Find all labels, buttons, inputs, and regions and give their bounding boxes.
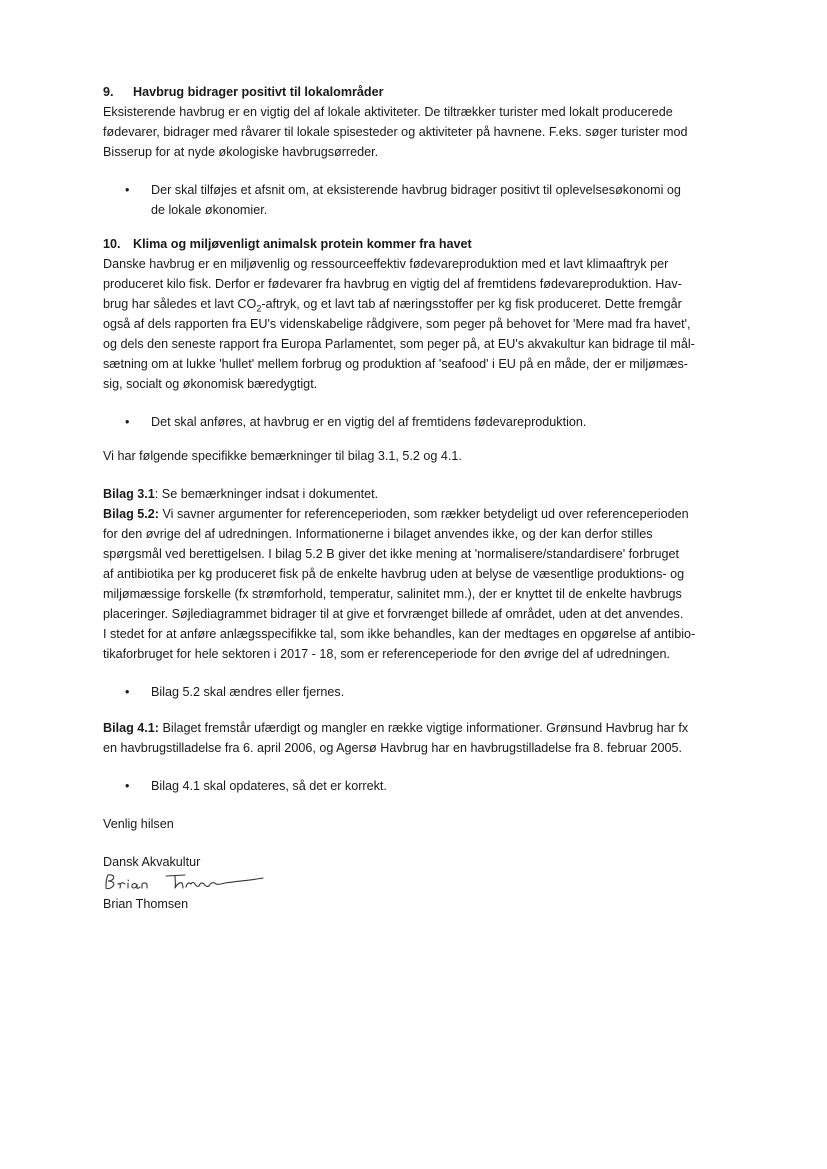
section-10-co2-pre: brug har således et lavt CO [103, 297, 257, 311]
bullet-dot: • [125, 685, 130, 699]
section-9-title: Havbrug bidrager positivt til lokalområder [133, 85, 384, 99]
bullet-dot: • [125, 415, 130, 429]
bilag-5-2-bullet-line: Bilag 5.2 skal ændres eller fjernes. [151, 685, 345, 699]
greeting: Venlig hilsen [103, 817, 174, 831]
section-9-number: 9. [103, 85, 114, 99]
section-10-number: 10. [103, 237, 121, 251]
bilag-5-2-first-line: Vi savner argumenter for referenceperioden, som rækker betydeligt ud over referenceperioden [159, 507, 689, 521]
handwritten-signature [103, 872, 273, 894]
bilag-3-1-paragraph [103, 484, 703, 664]
section-10-co2-post: -aftryk, og et lavt tab af næringsstoffer per kg fisk produceret. Dette fremgår [261, 297, 682, 311]
bilag-4-1-paragraph [103, 718, 703, 758]
bilag-5-2-bullet [103, 682, 703, 702]
section-9-bullet [103, 180, 703, 220]
bilag-4-1-line [103, 718, 703, 738]
section-9-line: Eksisterende havbrug er en vigtig del af lokale aktiviteter. De tiltrækker turister med lokalt producerede [103, 105, 673, 119]
bilag-5-2-line: af antibiotika per kg produceret fisk på de enkelte havbrug uden at belyse de væsentlige produktions- og [103, 567, 685, 581]
section-10-body [103, 254, 703, 394]
section-10-line: Danske havbrug er en miljøvenlig og ressourceeffektiv fødevareproduktion med et lavt klimaaftryk per [103, 257, 669, 271]
section-10-heading [103, 234, 703, 254]
section-10-title: Klima og miljøvenligt animalsk protein kommer fra havet [133, 237, 472, 251]
section-9-bullet-line: Der skal tilføjes et afsnit om, at eksisterende havbrug bidrager positivt til oplevelsesøkonomi og [151, 183, 681, 197]
section-9-body [103, 102, 703, 162]
bilag-3-1-text: : Se bemærkninger indsat i dokumentet. [154, 487, 379, 501]
section-10-line: sig, socialt og økonomisk bæredygtigt. [103, 377, 318, 391]
intro-remarks: Vi har følgende specifikke bemærkninger til bilag 3.1, 5.2 og 4.1. [103, 449, 462, 463]
bilag-4-1-first-line: Bilaget fremstår ufærdigt og mangler en række vigtige informationer. Grønsund Havbrug har fx [159, 721, 689, 735]
section-10-line [103, 294, 703, 314]
signature-name: Brian Thomsen [103, 897, 189, 911]
section-10-line: sætning om at lukke 'hullet' mellem forbrug og produktion af 'seafood' i EU på en måde, der er miljømæs- [103, 357, 689, 371]
signature-block [103, 852, 703, 914]
bilag-5-2-line: miljømæssige forskelle (fx strømforhold, temperatur, salinitet mm.), der er knyttet til de enkelte havbrugs [103, 587, 682, 601]
bilag-5-2-line: placeringer. Søjlediagrammet bidrager til at give et forvrænget billede af området, uden at det anvendes. [103, 607, 684, 621]
bullet-dot: • [125, 779, 130, 793]
bilag-3-1-line [103, 484, 703, 504]
section-9-heading [103, 82, 703, 102]
bilag-5-2-line: I stedet for at anføre anlægsspecifikke tal, som ikke behandles, kan der medtages en opgørelse af antibio- [103, 627, 696, 641]
bilag-5-2-line [103, 504, 703, 524]
bilag-5-2-line: tikaforbruget for hele sektoren i 2017 - 18, som er referenceperiode for den øvrige del af udredningen. [103, 647, 671, 661]
bilag-4-1-line: en havbrugstilladelse fra 6. april 2006, og Agersø Havbrug har en havbrugstilladelse fra 8. februar 2005. [103, 741, 682, 755]
bullet-dot: • [125, 183, 130, 197]
section-10-bullet [103, 412, 703, 432]
bilag-5-2-label: Bilag 5.2: [103, 507, 159, 521]
section-9-line: fødevarer, bidrager med råvarer til lokale spisesteder og aktiviteter på havnene. F.eks. søger turister mod [103, 125, 688, 139]
section-10-co2-sub: 2 [256, 303, 262, 314]
bilag-4-1-label: Bilag 4.1: [103, 721, 159, 735]
section-10-line: og dels den seneste rapport fra Europa Parlamentet, som peger på, at EU's akvakultur kan bidrage til mål- [103, 337, 695, 351]
bilag-3-1-label: Bilag 3.1 [103, 487, 155, 501]
bilag-4-1-bullet-line: Bilag 4.1 skal opdateres, så det er korrekt. [151, 779, 387, 793]
section-9-line: Bisserup for at nyde økologiske havbrugsørreder. [103, 145, 379, 159]
bilag-4-1-bullet [103, 776, 703, 796]
organization: Dansk Akvakultur [103, 855, 201, 869]
section-9-bullet-line: de lokale økonomier. [151, 203, 268, 217]
section-10-line: produceret kilo fisk. Derfor er fødevarer fra havbrug en vigtig del af fremtidens fødevareproduktion. Hav- [103, 277, 682, 291]
section-10-line: også af dels rapporten fra EU's videnskabelige rådgivere, som peger på behovet for 'Mere mad fra havet', [103, 317, 691, 331]
bilag-5-2-line: spørgsmål ved berettigelsen. I bilag 5.2 B giver det ikke mening at 'normalisere/standardisere' forbruget [103, 547, 680, 561]
section-10-bullet-line: Det skal anføres, at havbrug er en vigtig del af fremtidens fødevareproduktion. [151, 415, 587, 429]
bilag-5-2-line: for den øvrige del af udredningen. Informationerne i bilaget anvendes ikke, og der kan derfor stilles [103, 527, 653, 541]
document-page [103, 82, 703, 914]
